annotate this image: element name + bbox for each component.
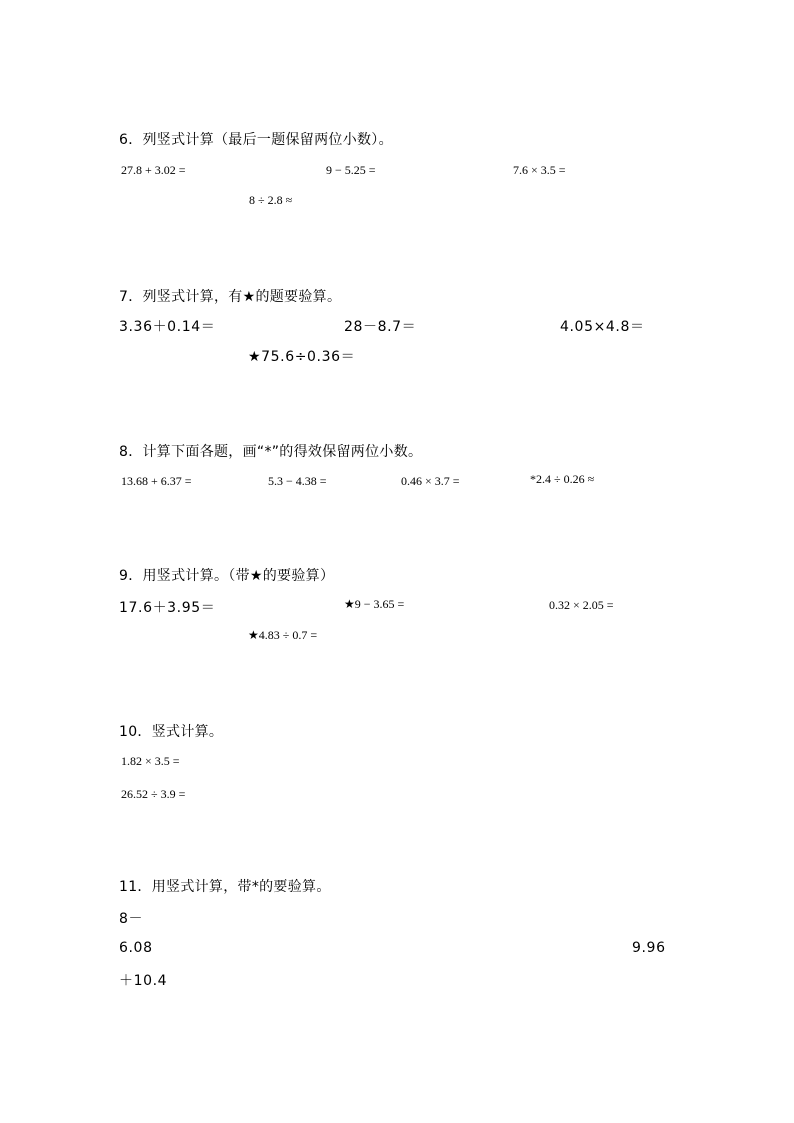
q11-item-3: 9.96	[632, 940, 666, 956]
q8-item-3: 0.46 × 3.7 =	[401, 474, 460, 488]
q9-item-2: ★9 − 3.65 =	[344, 597, 405, 611]
q7-item-2: 28－8.7＝	[344, 319, 417, 335]
q7-title: 7．列竖式计算，有★的题要验算。	[119, 289, 342, 305]
q8-item-2: 5.3 − 4.38 =	[268, 474, 327, 488]
q9-item-3: 0.32 × 2.05 =	[549, 598, 614, 612]
q10-title: 10．竖式计算。	[119, 724, 224, 740]
q9-item-1: 17.6＋3.95＝	[119, 600, 216, 616]
q10-item-1: 1.82 × 3.5 =	[121, 754, 180, 768]
q8-item-4: *2.4 ÷ 0.26 ≈	[530, 472, 595, 486]
q11-item-2: 6.08	[119, 940, 153, 956]
q6-item-2: 9 − 5.25 =	[326, 163, 376, 177]
q7-item-3: 4.05×4.8＝	[560, 319, 645, 335]
q8-item-1: 13.68 + 6.37 =	[121, 474, 192, 488]
q10-item-2: 26.52 ÷ 3.9 =	[121, 787, 186, 801]
q9-title: 9．用竖式计算。（带★的要验算）	[119, 568, 335, 584]
q11-title: 11．用竖式计算，带*的要验算。	[119, 879, 331, 895]
q6-item-3: 7.6 × 3.5 =	[513, 163, 566, 177]
q6-item-1: 27.8 + 3.02 =	[121, 163, 186, 177]
q7-item-4: ★75.6÷0.36＝	[248, 349, 356, 365]
q8-title: 8．计算下面各题，画“*”的得效保留两位小数。	[119, 444, 423, 460]
q9-item-4: ★4.83 ÷ 0.7 =	[248, 628, 318, 642]
q11-item-4: ＋10.4	[119, 973, 168, 989]
q7-item-1: 3.36＋0.14＝	[119, 319, 216, 335]
q6-title: 6．列竖式计算（最后一题保留两位小数）。	[119, 132, 393, 148]
q11-item-1: 8－	[119, 911, 144, 927]
q6-item-4: 8 ÷ 2.8 ≈	[249, 193, 293, 207]
